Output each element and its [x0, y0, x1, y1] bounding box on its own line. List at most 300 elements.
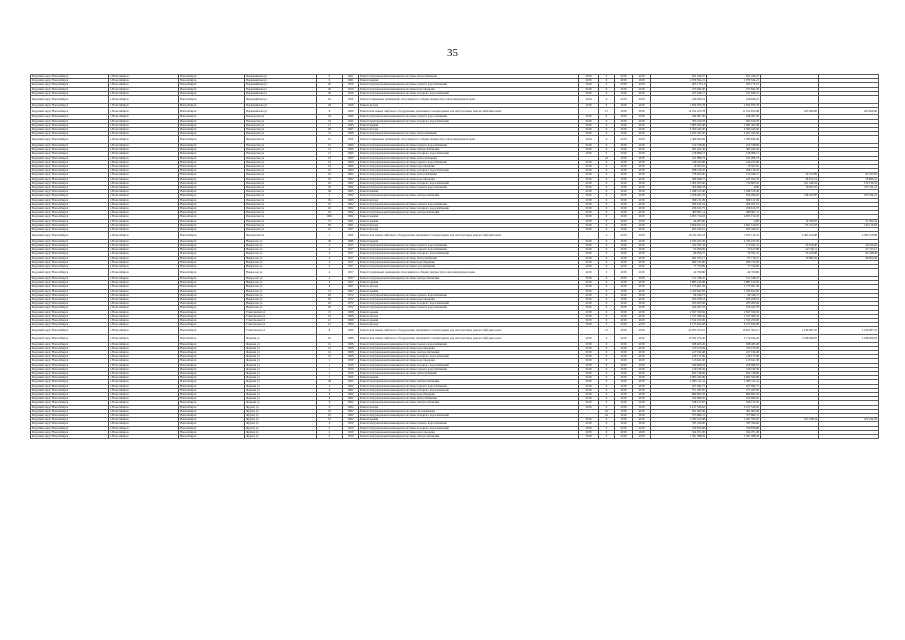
- plan-year-cell: 2018: [579, 136, 599, 144]
- work-type-cell: Ремонт внутридомовой инженерной системы водоотведения: [359, 177, 579, 181]
- owners-cost-cell: [819, 96, 879, 104]
- end-year-cell: 2018: [633, 310, 651, 314]
- total-cost-cell: 778 455,00: [651, 173, 707, 177]
- building-cell: 6: [317, 388, 343, 392]
- year-cell: 1957: [343, 260, 359, 264]
- owners-cost-cell: 225 354,21: [819, 194, 879, 198]
- end-year-cell: 2018: [633, 198, 651, 202]
- start-year-cell: 2018: [615, 388, 633, 392]
- locality-cell: Новосибирск: [179, 75, 245, 79]
- total-cost-cell: 215 728,99: [651, 144, 707, 148]
- work-type-cell: Ремонт внутридомовой инженерной системы электроснабжения: [359, 194, 579, 198]
- year-cell: 1960: [343, 318, 359, 322]
- city-cell: г. Новосибирск: [109, 87, 179, 91]
- building-cell: 16: [317, 314, 343, 318]
- city-cell: г. Новосибирск: [109, 132, 179, 136]
- locality-cell: Новосибирск: [179, 346, 245, 350]
- work-type-cell: Ремонт крыши: [359, 190, 579, 194]
- count-cell: 0: [599, 359, 615, 363]
- district-cell: Бердский округ Новосибирск: [31, 248, 109, 252]
- locality-cell: Новосибирск: [179, 87, 245, 91]
- total-cost-cell: 79 567,81: [651, 165, 707, 169]
- locality-cell: Новосибирск: [179, 434, 245, 438]
- work-type-cell: Ремонт внутридомовой инженерной системы электроснабжения: [359, 401, 579, 405]
- city-cell: г. Новосибирск: [109, 169, 179, 173]
- work-type-cell: Ремонт крыши: [359, 219, 579, 223]
- total-cost-cell: 1 685 302,98: [651, 123, 707, 127]
- owners-cost-cell: 68 600,39: [819, 256, 879, 260]
- end-year-cell: 2018: [633, 350, 651, 354]
- street-cell: Фадеева ул: [245, 384, 317, 388]
- work-type-cell: Ремонт внутридомовой инженерной системы теплоснабжения: [359, 371, 579, 375]
- count-cell: 0: [599, 186, 615, 190]
- plan-year-cell: 2018: [579, 388, 599, 392]
- end-year-cell: 2018: [633, 186, 651, 190]
- start-year-cell: 2018: [615, 376, 633, 380]
- work-type-cell: Ремонт внутридомовой инженерной системы горячего водоснабжения: [359, 186, 579, 190]
- building-cell: 45: [317, 173, 343, 177]
- count-cell: 0: [599, 136, 615, 144]
- city-cell: г. Новосибирск: [109, 397, 179, 401]
- building-cell: 2: [317, 422, 343, 426]
- work-type-cell: Ремонт внутридомовой инженерной системы электроснабжения: [359, 350, 579, 354]
- count-cell: 0: [599, 194, 615, 198]
- district-cell: Бердский округ Новосибирск: [31, 276, 109, 280]
- locality-cell: Новосибирск: [179, 363, 245, 367]
- locality-cell: Новосибирск: [179, 342, 245, 346]
- street-cell: Некрасова ул: [245, 265, 317, 269]
- start-year-cell: 2018: [615, 405, 633, 409]
- locality-cell: Новосибирск: [179, 83, 245, 87]
- locality-cell: Новосибирск: [179, 422, 245, 426]
- year-cell: 1968: [343, 310, 359, 314]
- building-cell: 23: [317, 160, 343, 164]
- street-cell: Пионерская ул: [245, 215, 317, 219]
- count-cell: 0: [599, 115, 615, 119]
- work-type-cell: Ремонт внутридомовой инженерной системы холодного водоснабжения: [359, 355, 579, 359]
- building-cell: 1: [317, 363, 343, 367]
- total-cost-cell: 1 532 250,90: [651, 318, 707, 322]
- street-cell: Некрасова ул: [245, 276, 317, 280]
- fund-cost-cell: 5 716 054,26: [707, 334, 761, 342]
- fund-cost-cell: 771 447,95: [707, 388, 761, 392]
- work-type-cell: Ремонт внутридомовой инженерной системы горячего водоснабжения: [359, 293, 579, 297]
- street-cell: Фрунзе ул: [245, 409, 317, 413]
- street-cell: Пионерская ул: [245, 232, 317, 240]
- start-year-cell: 2018: [615, 367, 633, 371]
- building-cell: 6: [317, 397, 343, 401]
- building-cell: 1: [317, 371, 343, 375]
- count-cell: 0: [599, 173, 615, 177]
- start-year-cell: 2018: [615, 260, 633, 264]
- city-cell: г. Новосибирск: [109, 219, 179, 223]
- start-year-cell: 2018: [615, 380, 633, 384]
- count-cell: 0: [599, 346, 615, 350]
- fund-cost-cell: 1 561 308,94: [707, 434, 761, 438]
- city-cell: г. Новосибирск: [109, 190, 179, 194]
- street-cell: Пионерская ул: [245, 181, 317, 185]
- work-type-cell: Ремонт подвальных помещений, относящихся к общему имуществу в многоквартирном доме: [359, 136, 579, 144]
- street-cell: Учительская ул: [245, 314, 317, 318]
- district-cell: Бердский округ Новосибирск: [31, 392, 109, 396]
- work-type-cell: Ремонт внутридомовой инженерной системы горячего водоснабжения: [359, 160, 579, 164]
- total-cost-cell: 365 422,36: [651, 148, 707, 152]
- district-cell: Бердский округ Новосибирск: [31, 342, 109, 346]
- owners-cost-cell: 62 165,93: [819, 173, 879, 177]
- fund-cost-cell: 215 728,99: [707, 144, 761, 148]
- work-type-cell: Ремонт фасада: [359, 223, 579, 227]
- plan-year-cell: 2018: [579, 306, 599, 310]
- total-cost-cell: 2 360 445,96: [651, 128, 707, 132]
- plan-year-cell: 2018: [579, 384, 599, 388]
- district-cell: Бердский округ Новосибирск: [31, 87, 109, 91]
- end-year-cell: 2018: [633, 318, 651, 322]
- street-cell: Фрунзе ул: [245, 430, 317, 434]
- start-year-cell: 2018: [615, 156, 633, 160]
- count-cell: 0: [599, 355, 615, 359]
- city-cell: г. Новосибирск: [109, 202, 179, 206]
- total-cost-cell: 96 346,73: [651, 293, 707, 297]
- year-cell: 1962: [343, 384, 359, 388]
- plan-year-cell: 2018: [579, 392, 599, 396]
- year-cell: 1962: [343, 186, 359, 190]
- plan-year-cell: 2018: [579, 367, 599, 371]
- year-cell: 1968: [343, 346, 359, 350]
- end-year-cell: 2018: [633, 302, 651, 306]
- plan-year-cell: 2018: [579, 276, 599, 280]
- fund-cost-cell: 75 617,08: [707, 248, 761, 252]
- work-type-cell: Ремонт внутридомовой инженерной системы водоотведения: [359, 430, 579, 434]
- work-type-cell: Ремонт внутридомовой инженерной системы горячего водоснабжения: [359, 248, 579, 252]
- street-cell: Фадеева ул: [245, 350, 317, 354]
- end-year-cell: 2018: [633, 371, 651, 375]
- plan-year-cell: 2018: [579, 119, 599, 123]
- plan-year-cell: 2018: [579, 244, 599, 248]
- year-cell: 1962: [343, 194, 359, 198]
- fund-cost-cell: 296 421,16: [707, 202, 761, 206]
- fund-cost-cell: 146 225,66: [707, 160, 761, 164]
- city-cell: г. Новосибирск: [109, 285, 179, 289]
- end-year-cell: 2018: [633, 79, 651, 83]
- city-cell: г. Новосибирск: [109, 314, 179, 318]
- start-year-cell: 2018: [615, 132, 633, 136]
- street-cell: Пионерская ул: [245, 186, 317, 190]
- count-cell: 0: [599, 323, 615, 327]
- building-cell: 4: [317, 260, 343, 264]
- street-cell: Фадеева ул: [245, 401, 317, 405]
- fund-cost-cell: 203 263,09: [707, 302, 761, 306]
- start-year-cell: 2018: [615, 318, 633, 322]
- building-cell: 9: [317, 75, 343, 79]
- year-cell: 1960: [343, 169, 359, 173]
- locality-cell: Новосибирск: [179, 219, 245, 223]
- count-cell: 0: [599, 83, 615, 87]
- fund-cost-cell: 183 478,53: [707, 297, 761, 301]
- end-year-cell: 2018: [633, 91, 651, 95]
- street-cell: Фадеева ул: [245, 334, 317, 342]
- street-cell: Некрасова ул: [245, 285, 317, 289]
- year-cell: 1968: [343, 314, 359, 318]
- district-cell: Бердский округ Новосибирск: [31, 244, 109, 248]
- total-cost-cell: 266 735,00: [651, 260, 707, 264]
- plan-year-cell: 2018: [579, 123, 599, 127]
- building-cell: 20: [317, 96, 343, 104]
- plan-year-cell: 2018: [579, 87, 599, 91]
- count-cell: 2: [599, 232, 615, 240]
- end-year-cell: 2018: [633, 323, 651, 327]
- fund-cost-cell: 1 985 111,41: [707, 380, 761, 384]
- street-cell: Пионерская ул: [245, 207, 317, 211]
- street-cell: Некрасова ул: [245, 260, 317, 264]
- end-year-cell: 2018: [633, 207, 651, 211]
- end-year-cell: 2018: [633, 232, 651, 240]
- total-cost-cell: 1 285 015,98: [651, 418, 707, 422]
- owners-cost-cell: 139 179,83: [819, 223, 879, 227]
- fund-cost-cell: 113 621,30: [707, 359, 761, 363]
- fund-cost-cell: 335 356,00: [707, 422, 761, 426]
- total-cost-cell: 2 127 545,62: [651, 405, 707, 409]
- street-cell: Фадеева ул: [245, 376, 317, 380]
- work-type-cell: Ремонт внутридомовой инженерной системы холодного водоснабжения: [359, 363, 579, 367]
- fund-cost-cell: 361 965,66: [707, 409, 761, 413]
- building-cell: 15: [317, 310, 343, 314]
- building-cell: 21: [317, 350, 343, 354]
- work-type-cell: Ремонт фасада: [359, 323, 579, 327]
- building-cell: 28: [317, 380, 343, 384]
- work-type-cell: Ремонт внутридомовой инженерной системы водоотведения: [359, 165, 579, 169]
- start-year-cell: 2018: [615, 194, 633, 198]
- plan-year-cell: 2018: [579, 202, 599, 206]
- start-year-cell: 2018: [615, 371, 633, 375]
- budget-cost-cell: 2 196 987,25: [761, 327, 819, 335]
- count-cell: 0: [599, 79, 615, 83]
- street-cell: Учительская ул: [245, 310, 317, 314]
- end-year-cell: 2018: [633, 156, 651, 160]
- total-cost-cell: 308 948,77: [651, 177, 707, 181]
- locality-cell: Новосибирск: [179, 384, 245, 388]
- year-cell: 1972: [343, 293, 359, 297]
- building-cell: 9: [317, 405, 343, 409]
- end-year-cell: 2018: [633, 239, 651, 243]
- district-cell: Бердский округ Новосибирск: [31, 285, 109, 289]
- locality-cell: Новосибирск: [179, 256, 245, 260]
- city-cell: г. Новосибирск: [109, 79, 179, 83]
- year-cell: 1961: [343, 79, 359, 83]
- locality-cell: Новосибирск: [179, 392, 245, 396]
- plan-year-cell: 2018: [579, 219, 599, 223]
- city-cell: г. Новосибирск: [109, 422, 179, 426]
- total-cost-cell: 130 196,39: [651, 367, 707, 371]
- count-cell: 0: [599, 181, 615, 185]
- district-cell: Бердский округ Новосибирск: [31, 160, 109, 164]
- plan-year-cell: 2018: [579, 405, 599, 409]
- table-row: [31, 334, 879, 342]
- year-cell: 1959: [343, 91, 359, 95]
- street-cell: Первомайская ул: [245, 79, 317, 83]
- total-cost-cell: 77 750,99: [651, 265, 707, 269]
- work-type-cell: Ремонт внутридомовой инженерной системы газоснабжения: [359, 409, 579, 413]
- street-cell: Некрасова ул: [245, 248, 317, 252]
- count-cell: 0: [599, 96, 615, 104]
- district-cell: Бердский округ Новосибирск: [31, 83, 109, 87]
- end-year-cell: 2018: [633, 355, 651, 359]
- district-cell: Бердский округ Новосибирск: [31, 401, 109, 405]
- total-cost-cell: 146 225,66: [651, 160, 707, 164]
- street-cell: Некрасова ул: [245, 306, 317, 310]
- city-cell: г. Новосибирск: [109, 223, 179, 227]
- total-cost-cell: 216 177,96: [651, 355, 707, 359]
- total-cost-cell: 1 832 955,78: [651, 103, 707, 107]
- end-year-cell: 2018: [633, 211, 651, 215]
- start-year-cell: 2018: [615, 355, 633, 359]
- start-year-cell: 2018: [615, 276, 633, 280]
- district-cell: Бердский округ Новосибирск: [31, 132, 109, 136]
- building-cell: 35а: [317, 198, 343, 202]
- building-cell: 51: [317, 219, 343, 223]
- work-type-cell: Ремонт внутридомовой инженерной системы водоотведения: [359, 346, 579, 350]
- city-cell: г. Новосибирск: [109, 207, 179, 211]
- year-cell: 1940: [343, 119, 359, 123]
- end-year-cell: 2018: [633, 169, 651, 173]
- total-cost-cell: 64 285,96: [651, 219, 707, 223]
- locality-cell: Новосибирск: [179, 276, 245, 280]
- end-year-cell: 2018: [633, 269, 651, 277]
- building-cell: 3: [317, 244, 343, 248]
- fund-cost-cell: 130 196,39: [707, 367, 761, 371]
- count-cell: 0: [599, 276, 615, 280]
- start-year-cell: 2018: [615, 75, 633, 79]
- locality-cell: Новосибирск: [179, 107, 245, 115]
- building-cell: 23: [317, 156, 343, 160]
- district-cell: Бердский округ Новосибирск: [31, 91, 109, 95]
- end-year-cell: 2018: [633, 297, 651, 301]
- total-cost-cell: 281 193,17: [651, 256, 707, 260]
- end-year-cell: 2018: [633, 334, 651, 342]
- start-year-cell: 2018: [615, 384, 633, 388]
- fund-cost-cell: 96 346,73: [707, 293, 761, 297]
- count-cell: 0: [599, 289, 615, 293]
- count-cell: 0: [599, 350, 615, 354]
- total-cost-cell: 427 992,71: [651, 384, 707, 388]
- district-cell: Бердский округ Новосибирск: [31, 198, 109, 202]
- total-cost-cell: 183 478,53: [651, 297, 707, 301]
- fund-cost-cell: 205 175,13: [707, 83, 761, 87]
- budget-cost-cell: 46 972,15: [761, 177, 819, 181]
- fund-cost-cell: 528 157,65: [707, 401, 761, 405]
- count-cell: 0: [599, 384, 615, 388]
- plan-year-cell: 2018: [579, 256, 599, 260]
- count-cell: 42: [599, 409, 615, 413]
- plan-year-cell: 2018: [579, 198, 599, 202]
- year-cell: 1957: [343, 248, 359, 252]
- count-cell: 0: [599, 363, 615, 367]
- count-cell: 0: [599, 371, 615, 375]
- locality-cell: Новосибирск: [179, 194, 245, 198]
- building-cell: 20: [317, 293, 343, 297]
- start-year-cell: 2018: [615, 350, 633, 354]
- locality-cell: Новосибирск: [179, 318, 245, 322]
- district-cell: Бердский округ Новосибирск: [31, 334, 109, 342]
- street-cell: Фадеева ул: [245, 359, 317, 363]
- fund-cost-cell: 1 685 302,98: [707, 123, 761, 127]
- work-type-cell: Ремонт внутридомовой инженерной системы электроснабжения: [359, 380, 579, 384]
- fund-cost-cell: 208 156,70: [707, 169, 761, 173]
- city-cell: г. Новосибирск: [109, 128, 179, 132]
- street-cell: Некрасова ул: [245, 256, 317, 260]
- locality-cell: Новосибирск: [179, 297, 245, 301]
- building-cell: 21: [317, 144, 343, 148]
- building-cell: 21: [317, 148, 343, 152]
- fund-cost-cell: 324 071,00: [707, 430, 761, 434]
- plan-year-cell: -: [579, 107, 599, 115]
- plan-year-cell: 2018: [579, 186, 599, 190]
- total-cost-cell: 1 006 305,66: [651, 181, 707, 185]
- street-cell: Учительская ул: [245, 323, 317, 327]
- work-type-cell: Ремонт внутридомовой инженерной системы горячего водоснабжения: [359, 244, 579, 248]
- total-cost-cell: 633 429,91: [651, 228, 707, 232]
- budget-cost-cell: 148 245,85: [761, 194, 819, 198]
- start-year-cell: 2018: [615, 152, 633, 156]
- start-year-cell: 2018: [615, 342, 633, 346]
- work-type-cell: Ремонт или замена лифтового оборудования, признанного непригодным для эксплуатации, ремонт лифтовых шахт: [359, 232, 579, 240]
- count-cell: 42: [599, 413, 615, 417]
- work-type-cell: Ремонт внутридомовой инженерной системы холодного водоснабжения: [359, 91, 579, 95]
- count-cell: 0: [599, 422, 615, 426]
- street-cell: Пионерская ул: [245, 228, 317, 232]
- street-cell: Фадеева ул: [245, 346, 317, 350]
- total-cost-cell: 1 985 111,41: [651, 380, 707, 384]
- fund-cost-cell: 395 910,78: [707, 119, 761, 123]
- start-year-cell: 2018: [615, 430, 633, 434]
- building-cell: 23: [317, 165, 343, 169]
- count-cell: 0: [599, 190, 615, 194]
- district-cell: Бердский округ Новосибирск: [31, 219, 109, 223]
- start-year-cell: 2018: [615, 128, 633, 132]
- street-cell: Пионерская ул: [245, 211, 317, 215]
- start-year-cell: 2018: [615, 198, 633, 202]
- city-cell: г. Новосибирск: [109, 160, 179, 164]
- end-year-cell: 2018: [633, 173, 651, 177]
- start-year-cell: 2018: [615, 173, 633, 177]
- district-cell: Бердский округ Новосибирск: [31, 260, 109, 264]
- year-cell: 1959: [343, 426, 359, 430]
- building-cell: 2: [317, 426, 343, 430]
- count-cell: 0: [599, 128, 615, 132]
- count-cell: 0: [599, 91, 615, 95]
- end-year-cell: 2018: [633, 215, 651, 219]
- building-cell: 4: [317, 248, 343, 252]
- work-type-cell: Ремонт внутридомовой инженерной системы холодного водоснабжения: [359, 388, 579, 392]
- start-year-cell: 2018: [615, 265, 633, 269]
- locality-cell: Новосибирск: [179, 252, 245, 256]
- building-cell: 29: [317, 128, 343, 132]
- street-cell: Фрунзе ул: [245, 434, 317, 438]
- count-cell: 0: [599, 302, 615, 306]
- year-cell: 1959: [343, 422, 359, 426]
- work-type-cell: Ремонт внутридомовой инженерной системы электроснабжения: [359, 211, 579, 215]
- start-year-cell: 2018: [615, 289, 633, 293]
- year-cell: 1986: [343, 239, 359, 243]
- year-cell: 1962: [343, 397, 359, 401]
- total-cost-cell: 771 447,95: [651, 388, 707, 392]
- city-cell: г. Новосибирск: [109, 426, 179, 430]
- total-cost-cell: 208 156,70: [651, 169, 707, 173]
- end-year-cell: 2018: [633, 223, 651, 227]
- work-type-cell: Ремонт внутридомовой инженерной системы водоотведения: [359, 297, 579, 301]
- building-cell: 6: [317, 107, 343, 115]
- locality-cell: Новосибирск: [179, 211, 245, 215]
- end-year-cell: 2018: [633, 248, 651, 252]
